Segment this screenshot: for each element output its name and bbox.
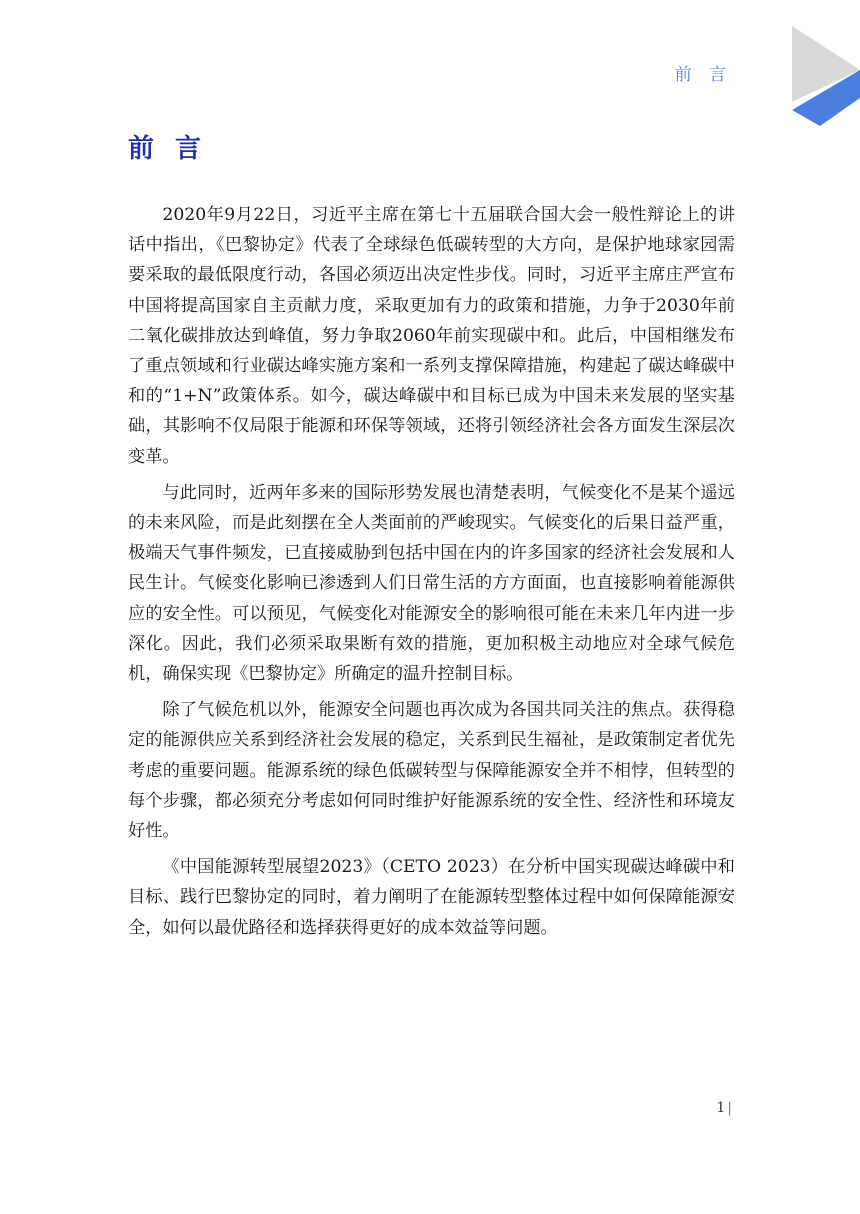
- page-number-value: 1: [716, 1100, 726, 1116]
- running-header: 前 言: [674, 65, 732, 85]
- corner-decoration: [790, 26, 860, 126]
- body-text: [128, 200, 735, 949]
- page-number: [716, 1100, 732, 1116]
- paragraph: 除了气候危机以外，能源安全问题也再次成为各国共同关注的焦点。获得稳定的能源供应关系到经济社会发展的稳定，关系到民生福祉，是政策制定者优先考虑的重要问题。能源系统的绿色低碳转型与保障能源安全并不相悖，但转型的每个步骤，都必须充分考虑如何同时维护好能源系统的安全性、经济性和环境友好性。: [128, 700, 735, 842]
- paragraph: 《中国能源转型展望2023》（CETO 2023）在分析中国实现碳达峰碳中和目标、践行巴黎协定的同时，着力阐明了在能源转型整体过程中如何保障能源安全，如何以最优路径和选择获得更好的成本效益等问题。: [128, 857, 735, 938]
- paragraph: 与此同时，近两年多来的国际形势发展也清楚表明，气候变化不是某个遥远的未来风险，而是此刻摆在全人类面前的严峻现实。气候变化的后果日益严重，极端天气事件频发，已直接威胁到包括中国在内的许多国家的经济社会发展和人民生计。气候变化影响已渗透到人们日常生活的方方面面，也直接影响着能源供应的安全性。可以预见，气候变化对能源安全的影响很可能在未来几年内进一步深化。因此，我们必须采取果断有效的措施，更加积极主动地应对全球气候危机，确保实现《巴黎协定》所确定的温升控制目标。: [128, 482, 735, 685]
- page-number-separator: |: [727, 1100, 732, 1116]
- page-title: 前 言: [128, 134, 208, 164]
- paragraph: 2020年9月22日，习近平主席在第七十五届联合国大会一般性辩论上的讲话中指出，《巴黎协定》代表了全球绿色低碳转型的大方向，是保护地球家园需要采取的最低限度行动，各国必须迈出决定性步伐。同时，习近平主席庄严宣布中国将提高国家自主贡献力度，采取更加有力的政策和措施，力争于2030年前二氧化碳排放达到峰值，努力争取2060年前实现碳中和。此后，中国相继发布了重点领域和行业碳达峰实施方案和一系列支撑保障措施，构建起了碳达峰碳中和的“1+N”政策体系。如今，碳达峰碳中和目标已成为中国未来发展的坚实基础，其影响不仅局限于能源和环保等领域，还将引领经济社会各方面发生深层次变革。: [128, 205, 735, 467]
